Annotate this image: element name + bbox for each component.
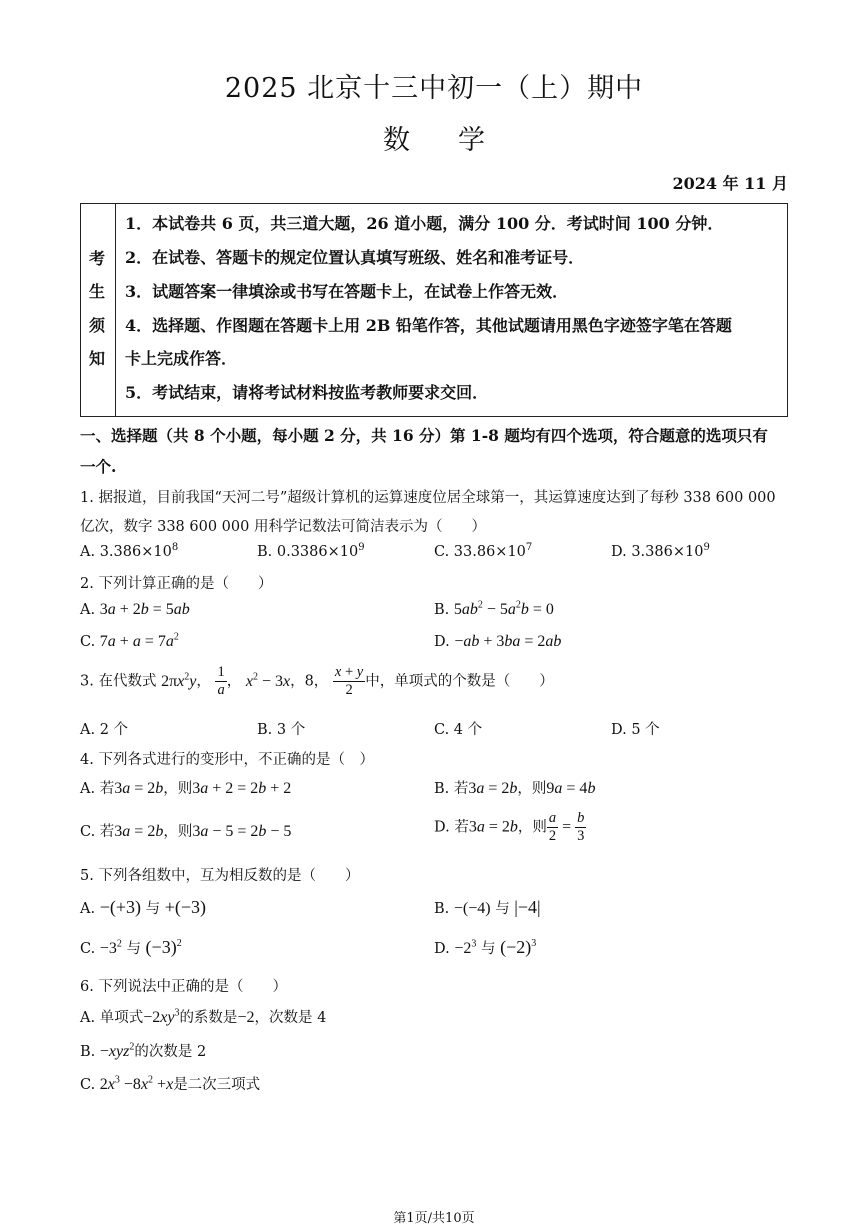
exam-title: 2025 北京十三中初一（上）期中: [224, 73, 644, 104]
subject-title: 数学: [383, 125, 533, 156]
q1-option-b: B. $0.3386\times 10^9$: [257, 542, 365, 560]
q1-option-a: A. $3.386\times 10^8$: [80, 542, 179, 560]
section-heading: 一、选择题（共 8 个小题，每小题 2 分，共 16 分）第 1-8 题均有四个选项，符合题意的选项只有: [80, 426, 768, 445]
q6-option-c: C. $2x^3 -8x^2 +x$是二次三项式: [80, 1074, 261, 1093]
q3-option-c: C. 4 个: [434, 722, 483, 738]
notice-line: 3．试题答案一律填涂或书写在答题卡上，在试卷上作答无效．: [125, 282, 569, 301]
notice-side-char: 须: [89, 316, 106, 335]
q2-option-d: D. −ab + 3ba = 2ab: [434, 633, 562, 650]
notice-side-char: 知: [89, 349, 106, 368]
exam-notice-box: [80, 203, 788, 417]
q1-option-c: C. $33.86\times 10^7$: [434, 542, 533, 560]
question-1-line1: 1. 据报道，目前我国“天河二号”超级计算机的运算速度位居全球第一，其运算速度达到了每秒 338 600 000: [80, 490, 776, 506]
q3-option-b: B. 3 个: [257, 722, 306, 738]
notice-line: 5．考试结束，请将考试材料按监考教师要求交回．: [125, 383, 489, 402]
notice-line: 1．本试卷共 6 页，共三道大题，26 道小题，满分 100 分．考试时间 100 分钟．: [125, 214, 724, 233]
q3-option-d: D. 5 个: [611, 722, 660, 738]
q4-option-c: C. 若3a = 2b，则3a − 5 = 2b − 5: [80, 823, 292, 840]
notice-line: 4．选择题、作图题在答题卡上用 2B 铅笔作答，其他试题请用黑色字迹签字笔在答题: [125, 316, 732, 335]
question-6-stem: 6. 下列说法中正确的是（ ）: [80, 979, 287, 995]
notice-side-char: 考: [89, 249, 106, 268]
notice-line: 2．在试卷、答题卡的规定位置认真填写班级、姓名和准考证号．: [125, 248, 585, 267]
question-4-stem: 4. 下列各式进行的变形中，不正确的是（ ）: [80, 752, 374, 768]
question-1-line2: 亿次，数字 338 600 000 用科学记数法可简洁表示为（ ）: [80, 519, 486, 535]
q4-option-d: D. 若3a = 2b，则 $\frac{a}{2}$ = $\frac{b}{3}$: [434, 810, 585, 844]
page-number: 第1页/共10页: [393, 1211, 475, 1226]
notice-side-label: [81, 204, 116, 416]
q5-option-d: D. $-2^3$ 与 $(-2)^3$: [434, 937, 537, 957]
q6-option-a: A. 单项式$-2xy^3$的系数是−2，次数是 4: [80, 1007, 327, 1026]
notice-side-char: 生: [89, 282, 106, 301]
q3-option-a: A. 2 个: [80, 722, 129, 738]
question-2-stem: 2. 下列计算正确的是（ ）: [80, 576, 273, 592]
q2-option-b: B. $5ab^2 - 5a^2b = 0$: [434, 599, 554, 618]
exam-date: 2024 年 11 月: [672, 174, 788, 193]
q1-option-d: D. $3.386\times 10^9$: [611, 542, 710, 560]
notice-line: 卡上完成作答．: [125, 349, 238, 368]
q5-option-c: C. $-3^2$ 与 $(-3)^2$: [80, 937, 182, 957]
q5-option-a: A. −(+3) 与 +(−3): [80, 897, 207, 917]
question-3-stem: 3. 在代数式 $2\pi x^2y$， $\frac{1}{a}$ ， $x^2 - 3x$，8， $\frac{x + y}{2}$ 中，单项式的个数是（ ）: [80, 664, 554, 698]
q2-option-a: A. 3a + 2b = 5ab: [80, 601, 190, 618]
question-5-stem: 5. 下列各组数中，互为相反数的是（ ）: [80, 868, 360, 884]
q4-option-b: B. 若3a = 2b，则9a = 4b: [434, 780, 596, 797]
q4-option-a: A. 若3a = 2b，则3a + 2 = 2b + 2: [80, 780, 292, 797]
section-heading-cont: 一个.: [80, 457, 117, 476]
q5-option-b: B. −(−4) 与 |−4|: [434, 897, 541, 917]
q6-option-b: B. −xyz$^2$的次数是 2: [80, 1041, 207, 1060]
q2-option-c: C. $7a + a = 7a^2$: [80, 631, 179, 650]
